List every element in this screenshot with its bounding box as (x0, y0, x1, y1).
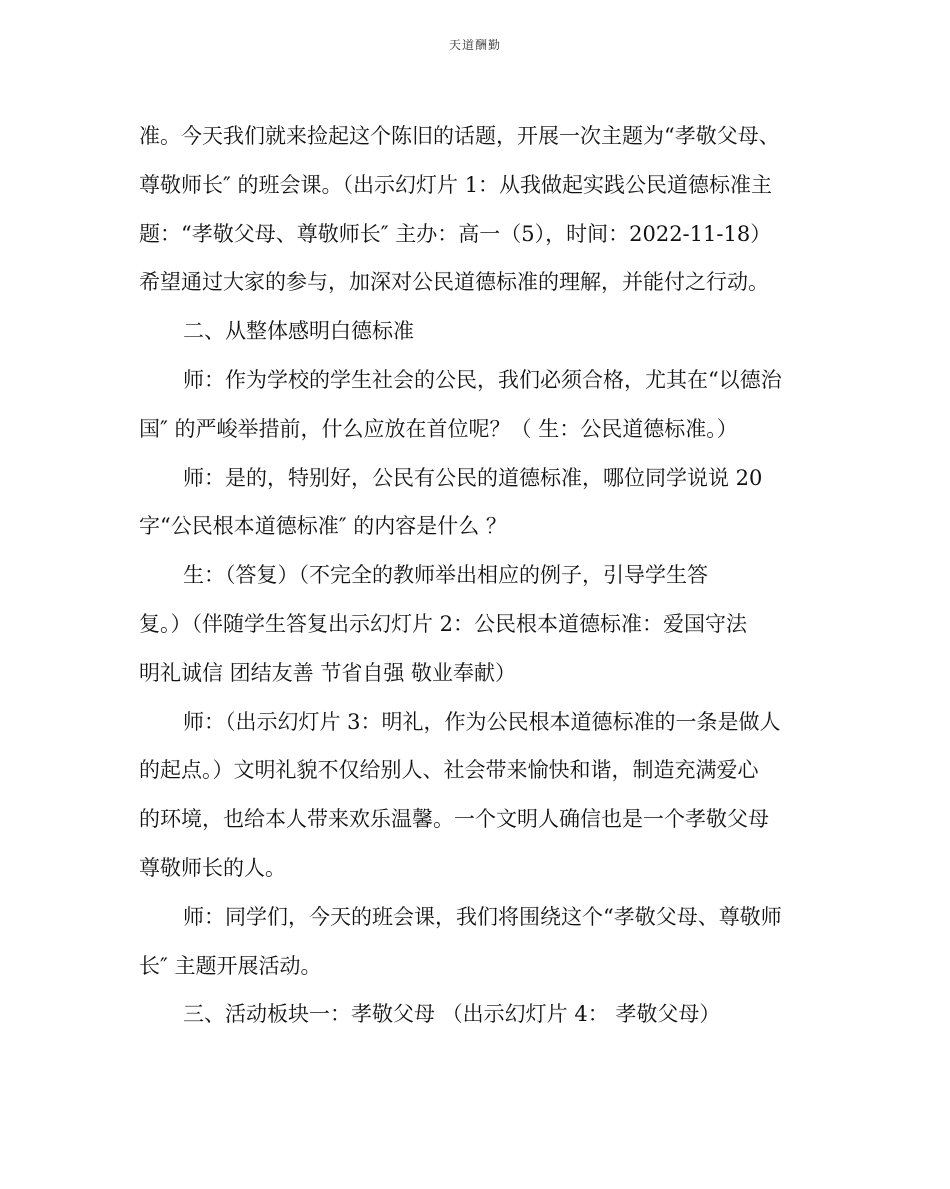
text-line: 生：（答复）（不完全的教师举出相应的例子，引导学生答 (183, 563, 708, 588)
text-line: 师：（出示幻灯片 3：明礼，作为公民根本道德标准的一条是做人 (183, 709, 781, 734)
text-line: 复。）（伴随学生答复出示幻灯片 2：公民根本道德标准：爱国守法 (139, 611, 748, 636)
document-body (139, 124, 811, 1051)
page-header: 天道酬勤 (448, 38, 501, 52)
section-heading: 二、从整体感明白德标准 (183, 319, 414, 344)
text-line: 的环境，也给本人带来欢乐温馨。一个文明人确信也是一个孝敬父母 (139, 807, 769, 832)
text-line: 准。今天我们就来捡起这个陈旧的话题，开展一次主题为“孝敬父母、 (139, 124, 780, 148)
text-line: 明礼诚信 团结友善 节省自强 敬业奉献） (139, 660, 517, 685)
text-line: 题：“孝敬父母、尊敬师长″ 主办：高一（5），时间：2022-11-18） (139, 221, 772, 246)
text-line: 字“公民根本道德标准″ 的内容是什么 ？ (139, 514, 507, 539)
text-line: 希望通过大家的参与，加深对公民道德标准的理解，并能付之行动。 (139, 270, 769, 295)
text-line: 尊敬师长″ 的班会课。（出示幻灯片 1：从我做起实践公民道德标准主 (139, 172, 773, 197)
text-line: 尊敬师长的人。 (139, 855, 286, 880)
section-heading: 三、活动板块一：孝敬父母 （出示幻灯片 4： 孝敬父母） (183, 1002, 721, 1027)
text-line: 师：同学们，今天的班会课，我们将围绕这个“孝敬父母、尊敬师 (183, 904, 782, 929)
text-line: 师：是的，特别好，公民有公民的道德标准，哪位同学说说 20 (183, 465, 763, 490)
text-line: 长″ 主题开展活动。 (139, 953, 322, 978)
text-line: 师：作为学校的学生社会的公民，我们必须合格，尤其在“以德治 (183, 367, 782, 392)
text-line: 的起点。）文明礼貌不仅给别人、社会带来愉快和谐，制造充满爱心 (139, 758, 759, 783)
text-line: 国″ 的严峻举措前，什么应放在首位呢？（ 生：公民道德标准。） (139, 416, 738, 441)
